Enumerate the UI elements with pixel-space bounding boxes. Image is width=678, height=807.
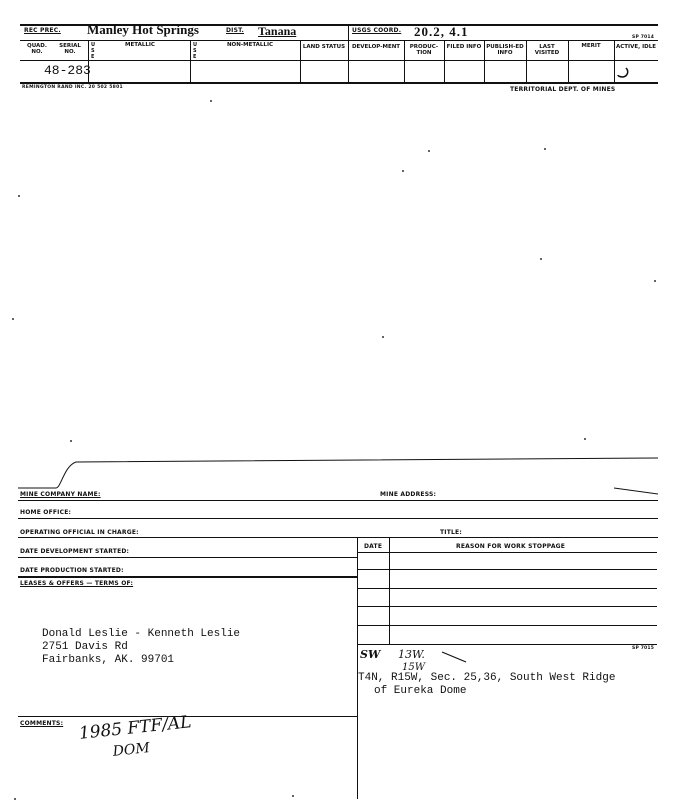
non-metallic-header: NON-METALLIC [226, 42, 274, 48]
check-mark-icon [616, 66, 632, 82]
location-line-2: of Eureka Dome [374, 685, 467, 697]
stoppage-header-line [357, 552, 657, 553]
form-line-1 [18, 500, 658, 501]
title-label: TITLE: [440, 529, 462, 536]
form-number-bottom: SP 7015 [632, 646, 655, 651]
comments-label: COMMENTS: [20, 720, 64, 727]
form-line-2 [18, 518, 658, 519]
production-header: PRODUC-TION [409, 44, 439, 56]
usgs-coord-label: USGS COORD. [352, 27, 402, 34]
form-top-border [16, 448, 658, 498]
last-visited-header: LAST VISITED [534, 44, 560, 56]
stoppage-date-divider [389, 537, 390, 645]
usgs-coord-value: 20.2, 4.1 [414, 24, 469, 39]
owner-line-1: Donald Leslie - Kenneth Leslie [42, 628, 241, 640]
col-line [404, 40, 405, 82]
header-row-line-1 [20, 40, 658, 41]
metallic-header: METALLIC [125, 42, 155, 48]
development-header: DEVELOP-MENT [351, 44, 401, 50]
header-bottom-border [20, 82, 658, 84]
handwritten-comment-1: 1985 FTF/AL [78, 712, 193, 744]
serial-no-header: SERIAL NO. [59, 43, 81, 55]
stoppage-row-line-3 [357, 606, 657, 607]
rec-prec-label: REC PREC. [24, 27, 61, 34]
col-line [190, 40, 191, 82]
stoppage-row-line-1 [357, 569, 657, 570]
printer-line: REMINGTON RAND INC. 20 502 5801 [22, 85, 123, 90]
col-line [300, 40, 301, 82]
header-divider [348, 24, 349, 40]
date-production-label: DATE PRODUCTION STARTED: [20, 567, 124, 574]
operating-official-label: OPERATING OFFICIAL IN CHARGE: [20, 529, 139, 536]
form-number-top: SP 7014 [632, 35, 655, 40]
published-info-header: PUBLISH-ED INFO [486, 44, 524, 56]
active-idle-header: ACTIVE, IDLE [616, 44, 656, 50]
location-line-1: T4N, R15W, Sec. 25,36, South West Ridge [358, 672, 616, 684]
u-label-2: U [193, 42, 198, 48]
rec-prec-value: Manley Hot Springs [87, 22, 199, 37]
reason-header: REASON FOR WORK STOPPAGE [456, 543, 566, 550]
stoppage-row-line-2 [357, 588, 657, 589]
form-line-4 [18, 557, 357, 558]
u-label: U [91, 42, 96, 48]
record-number: 48-283 [44, 63, 91, 78]
form-line-5 [18, 576, 357, 578]
land-status-header: LAND STATUS [302, 44, 346, 50]
handwritten-arrow [440, 648, 470, 666]
territorial-dept: TERRITORIAL DEPT. OF MINES [510, 86, 616, 93]
mine-company-name-label: MINE COMPANY NAME: [20, 491, 101, 498]
col-line [614, 40, 615, 82]
col-line [568, 40, 569, 82]
dist-value: Tanana [258, 24, 297, 38]
location-block [358, 672, 615, 698]
owner-block [42, 628, 240, 667]
handwritten-13w: 13W. [398, 648, 425, 661]
e-label: E [91, 54, 95, 60]
merit-header: MERIT [581, 43, 601, 49]
owner-line-2: 2751 Davis Rd [42, 641, 128, 653]
home-office-label: HOME OFFICE: [20, 509, 72, 516]
stoppage-row-line-4 [357, 625, 657, 626]
dist-label: DIST. [226, 27, 244, 34]
mine-address-label: MINE ADDRESS: [380, 491, 437, 498]
stoppage-left-border [357, 537, 358, 799]
header-row-line-2 [20, 60, 658, 61]
handwritten-comment-2: DOM [112, 740, 151, 760]
handwritten-15w: 15W [402, 662, 426, 673]
col-line [484, 40, 485, 82]
quad-no-header: QUAD. NO. [27, 43, 47, 55]
filed-info-header: FILED INFO [446, 44, 482, 50]
s-label-2: S [193, 48, 197, 54]
e-label-2: E [193, 54, 197, 60]
date-header: DATE [364, 543, 383, 550]
s-label: S [91, 48, 95, 54]
owner-line-3: Fairbanks, AK. 99701 [42, 654, 175, 666]
col-line [348, 40, 349, 82]
col-line [444, 40, 445, 82]
handwritten-sw: SW [360, 648, 381, 661]
date-development-label: DATE DEVELOPMENT STARTED: [20, 548, 130, 555]
stoppage-row-line-5 [357, 644, 657, 645]
col-line [526, 40, 527, 82]
leases-label: LEASES & OFFERS — TERMS OF: [20, 580, 134, 587]
form-line-3 [18, 537, 658, 538]
